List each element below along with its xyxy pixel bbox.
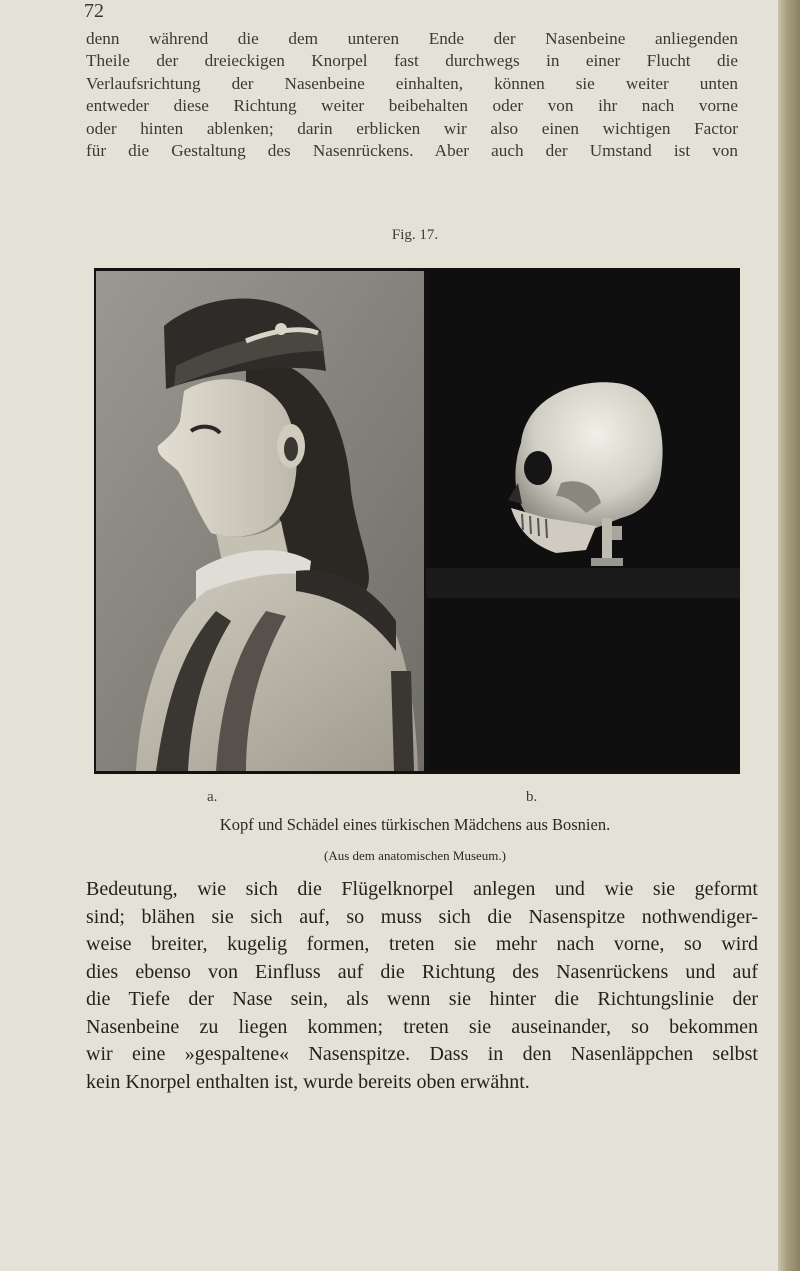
skull-illustration [426,268,740,774]
figure-17 [94,268,740,774]
portrait-photo [96,271,424,771]
text-line: sind; blähen sie sich auf, so muss sich die Nasenspitze nothwendiger- [86,905,758,928]
figure-label: Fig. 17. [391,227,439,243]
text-line: denn während die dem unteren Ende der Nasenbeine anliegenden [86,29,738,48]
page-number: 72 [84,0,104,22]
figure-source: (Aus dem anatomischen Museum.) [324,848,506,863]
text-line: weise breiter, kugelig formen, treten sie mehr nach vorne, so wird [86,933,758,955]
text-line: die Tiefe der Nase sein, als wenn sie hinter die Richtungslinie der [86,988,758,1010]
text-line: dies ebenso von Einfluss auf die Richtung des Nasenrückens und auf [86,960,758,983]
text-line: Theile der dreieckigen Knorpel fast durchwegs in einer Flucht die [86,51,738,71]
bottom-paragraph [86,876,758,1096]
text-line: für die Gestaltung des Nasenrückens. Aber auch der Umstand ist von [86,141,738,161]
page-edge [778,0,800,1271]
text-line: kein Knorpel enthalten ist, wurde bereits oben erwähnt. [86,1070,530,1093]
text-line: entweder diese Richtung weiter beibehalten oder von ihr nach vorne [86,96,738,116]
sub-label-a: a. [207,789,218,805]
portrait-illustration [96,271,424,771]
text-line: Nasenbeine zu liegen kommen; treten sie auseinander, so bekommen [86,1015,758,1038]
skull-photo [426,268,740,774]
sub-label-b: b. [526,789,538,805]
text-line: oder hinten ablenken; darin erblicken wir also einen wichtigen Factor [86,118,738,138]
figure-caption: Kopf und Schädel eines türkischen Mädchens aus Bosnien. [219,815,611,834]
text-line: Bedeutung, wie sich die Flügelknorpel anlegen und wie sie geformt [86,878,758,900]
text-line: Verlaufsrichtung der Nasenbeine einhalten, können sie weiter unten [86,73,738,93]
text-line: wir eine »gespaltene« Nasenspitze. Dass in den Nasenläppchen selbst [86,1043,758,1065]
top-paragraph [86,28,738,162]
